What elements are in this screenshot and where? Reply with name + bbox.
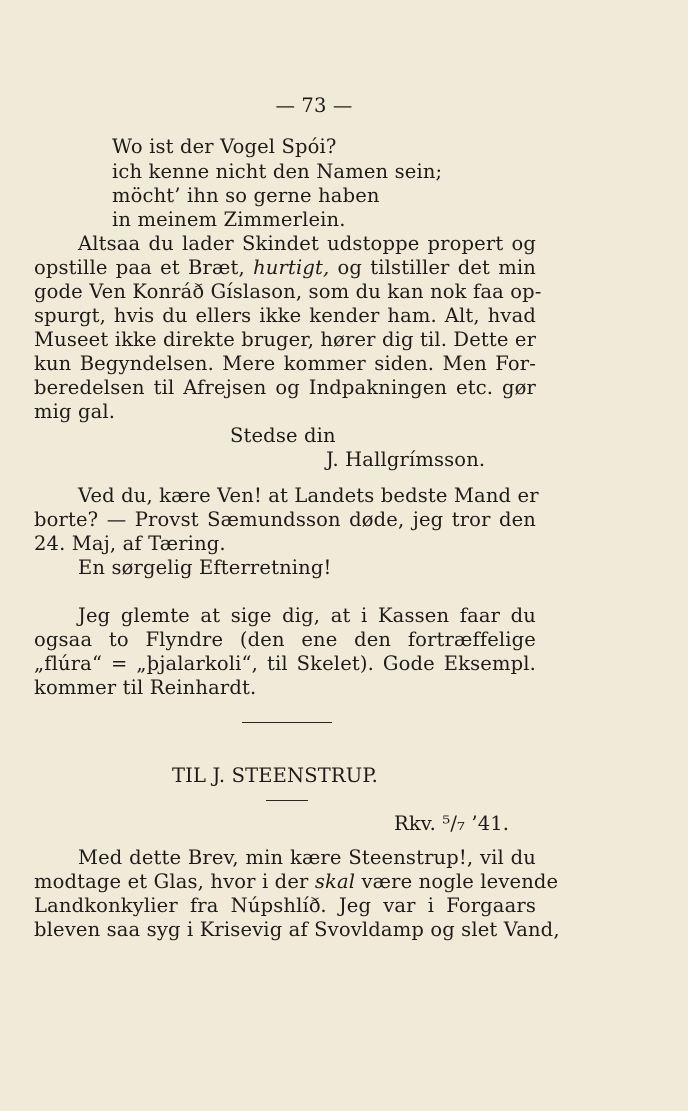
signature: J. Hallgrímsson. <box>326 448 486 471</box>
poem-line-3: möcht’ ihn so gerne haben <box>112 184 380 207</box>
poem-line-2: ich kenne nicht den Namen sein; <box>112 160 443 183</box>
text-run: være nogle levende <box>355 870 559 893</box>
paragraph-line: Altsaa du lader Skindet udstoppe propert og <box>78 232 536 255</box>
paragraph-line: mig gal. <box>34 400 116 423</box>
paragraph-line: ogsaa to Flyndre (den ene den fortræffelige <box>34 628 536 651</box>
paragraph-line: Jeg glemte at sige dig, at i Kassen faar du <box>78 604 536 627</box>
paragraph-line: Ved du, kære Ven! at Landets bedste Mand er <box>78 484 539 507</box>
emphasis-text: skal <box>314 870 356 893</box>
paragraph-line <box>34 256 536 280</box>
paragraph-line: Landkonkylier fra Núpshlíð. Jeg var i Forgaars <box>34 894 536 917</box>
text-run: opstille paa et Bræt, <box>34 256 254 279</box>
paragraph-line: borte? — Provst Sæmundsson døde, jeg tror den <box>34 508 536 531</box>
paragraph-line: En sørgelig Efterretning! <box>78 556 332 579</box>
paragraph-line: spurgt, hvis du ellers ikke kender ham. Alt, hvad <box>34 304 536 327</box>
place-date: Rkv. ⁵/₇ ’41. <box>394 812 510 835</box>
letter-heading: TIL J. STEENSTRUP. <box>172 764 379 787</box>
heading-underline <box>266 800 308 801</box>
paragraph-line: „flúra“ = „þjalarkoli“, til Skelet). Gode Eksempl. <box>34 652 536 675</box>
paragraph-line: Museet ikke direkte bruger, hører dig til. Dette er <box>34 328 537 351</box>
paragraph-line: kun Begyndelsen. Mere kommer siden. Men For- <box>34 352 536 375</box>
section-divider <box>242 722 332 723</box>
poem-line-1: Wo ist der Vogel Spói? <box>112 135 337 158</box>
paragraph-line: beredelsen til Afrejsen og Indpakningen etc. gør <box>34 376 536 399</box>
paragraph-line: gode Ven Konráð Gíslason, som du kan nok faa op- <box>34 280 542 303</box>
paragraph-line: Med dette Brev, min kære Steenstrup!, vil du <box>78 846 536 869</box>
paragraph-line <box>34 870 559 894</box>
emphasis-text: hurtigt, <box>253 256 330 279</box>
paragraph-line: bleven saa syg i Krisevig af Svovldamp og slet Vand, <box>34 918 560 941</box>
page-number: — 73 — <box>275 94 353 117</box>
paragraph-line: 24. Maj, af Tæring. <box>34 532 226 555</box>
text-run: modtage et Glas, hvor i der <box>34 870 315 893</box>
salutation: Stedse din <box>230 424 336 447</box>
poem-line-4: in meinem Zimmerlein. <box>112 208 346 231</box>
text-run: og tilstiller det min <box>329 256 536 279</box>
paragraph-line: kommer til Reinhardt. <box>34 676 257 699</box>
